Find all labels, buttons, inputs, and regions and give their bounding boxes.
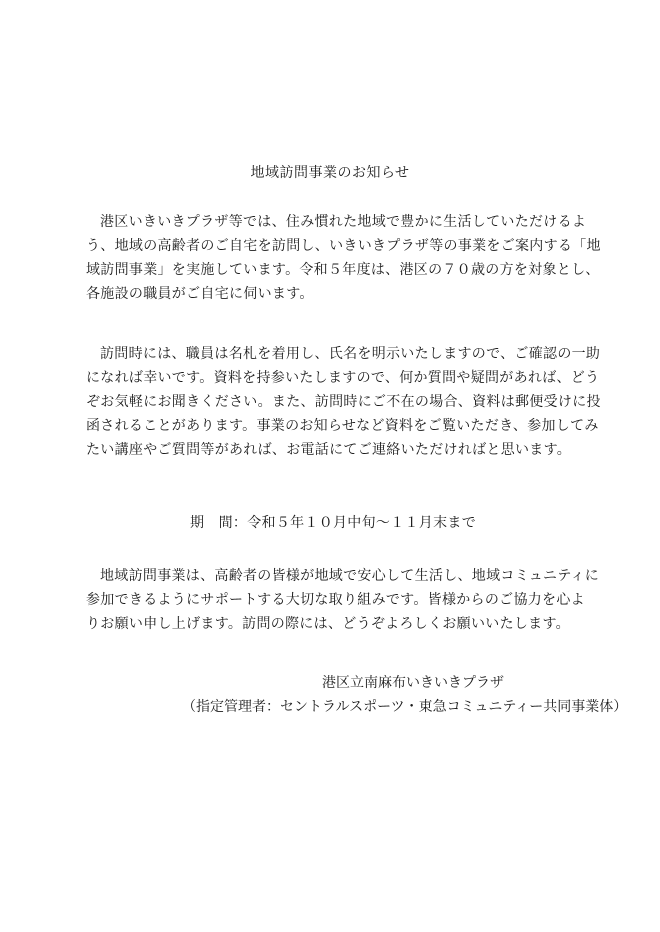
paragraph-line: りお願い申し上げます。訪問の際には、どうぞよろしくお願いいたします。 [86,616,570,632]
paragraph-line: 地域訪問事業は、高齢者の皆様が地域で安心して生活し、地域コミュニティに [100,568,600,584]
paragraph-line: う、地域の高齢者のご自宅を訪問し、いきいきプラザ等の事業をご案内する「地 [86,238,601,254]
paragraph-visit [86,342,601,462]
paragraph-intro [86,210,601,306]
manager-note: （指定管理者：セントラルスポーツ・東急コミュニティー共同事業体） [182,699,628,715]
paragraph-line: 参加できるようにサポートする大切な取り組みです。皆様からのご協力を心よ [86,592,585,608]
paragraph-line: 域訪問事業」を実施しています。令和５年度は、港区の７０歳の方を対象とし、 [86,262,600,278]
paragraph-closing [86,564,600,636]
paragraph-line: 港区いきいきプラザ等では、住み慣れた地域で豊かに生活していただけるよ [100,214,587,230]
paragraph-line: 函されることがあります。事業のお知らせなど資料をご覧いただき、参加してみ [86,418,599,434]
paragraph-line: 各施設の職員がご自宅に伺います。 [86,286,314,302]
organization-name: 港区立南麻布いきいきプラザ [322,675,504,691]
paragraph-line: ぞお気軽にお聞きください。また、訪問時にご不在の場合、資料は郵便受けに投 [86,394,601,410]
paragraph-line: になれば幸いです。資料を持参いたしますので、何か質問や疑問があれば、どう [86,370,600,386]
paragraph-line: たい講座やご質問等があれば、お電話にてご連絡いただければと思います。 [86,442,572,458]
period-line: 期 間：令和５年１０月中旬～１１月末まで [190,515,476,531]
document-title: 地域訪問事業のお知らせ [250,165,410,181]
paragraph-line: 訪問時には、職員は名札を着用し、氏名を明示いたしますので、ご確認の一助 [100,346,601,362]
